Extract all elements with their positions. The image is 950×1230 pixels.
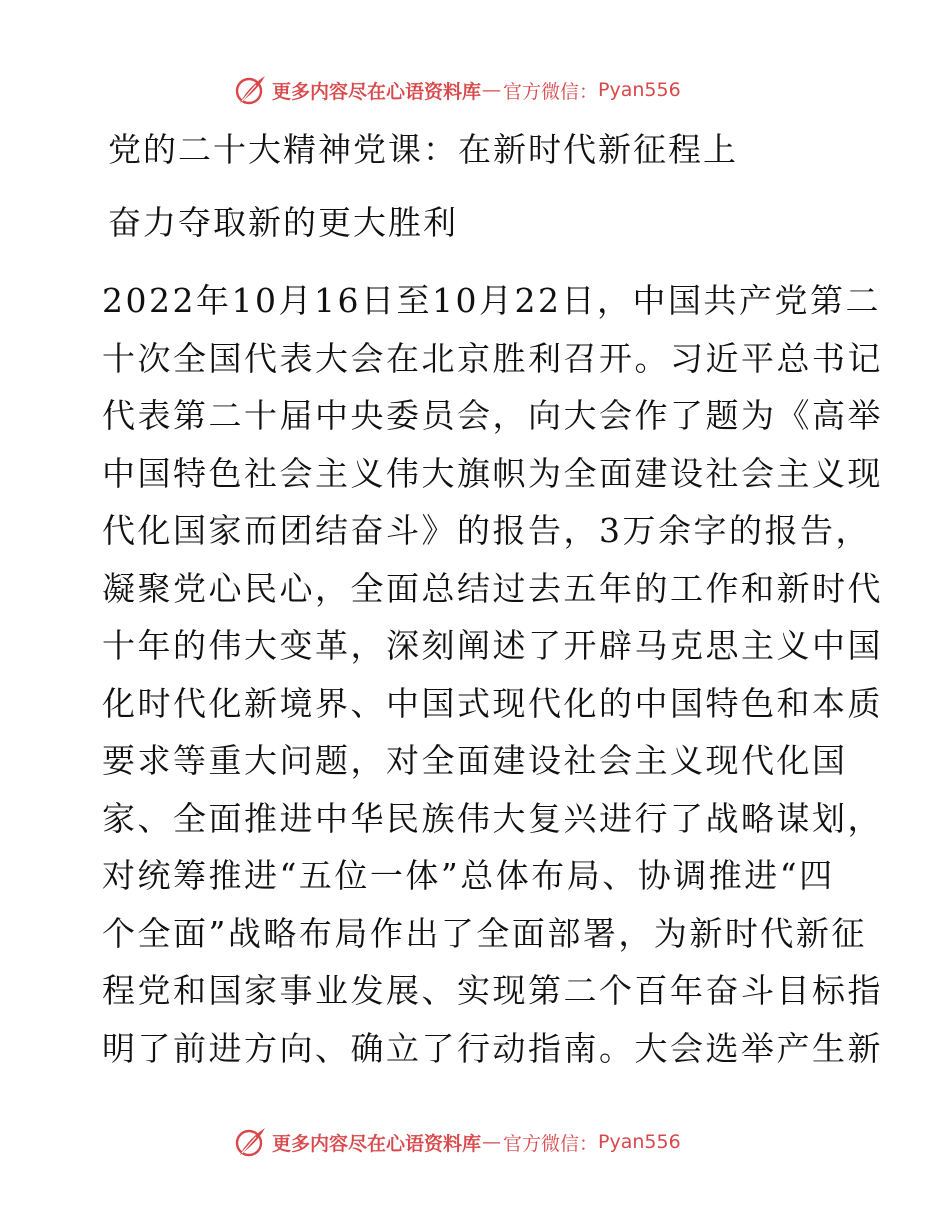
body-line: 代化国家而团结奋斗》的报告，3万余字的报告， bbox=[102, 511, 871, 550]
body-line: 要求等重大问题，对全面建设社会主义现代化国 bbox=[102, 741, 848, 780]
watermark-separator: — bbox=[482, 1131, 502, 1153]
body-line: 对统筹推进“五位一体”总体布局、协调推进“四 bbox=[102, 856, 835, 895]
body-line: 代表第二十届中央委员会，向大会作了题为《高举 bbox=[102, 396, 883, 435]
body-line: 中国特色社会主义伟大旗帜为全面建设社会主义现 bbox=[102, 453, 883, 493]
watermark-wechat-id: Pyan556 bbox=[598, 79, 681, 101]
watermark-wechat-id: Pyan556 bbox=[598, 1131, 681, 1153]
body-line: 明了前进方向、确立了行动指南。大会选举产生新 bbox=[102, 1028, 883, 1068]
quill-logo-icon bbox=[234, 73, 268, 107]
body-line: 十次全国代表大会在北京胜利召开。习近平总书记 bbox=[102, 338, 883, 378]
quill-logo-icon bbox=[234, 1125, 268, 1159]
document-body-paragraph bbox=[102, 272, 883, 1077]
watermark-wechat-label: 官方微信： bbox=[503, 1132, 599, 1155]
body-line: 2022年10月16日至10月22日，中国共产党第二 bbox=[102, 281, 881, 320]
watermark-header bbox=[234, 70, 681, 110]
watermark-separator: — bbox=[482, 79, 502, 101]
document-title-line-2: 奋力夺取新的更大胜利 bbox=[108, 203, 458, 242]
body-line: 个全面”战略布局作出了全面部署，为新时代新征 bbox=[102, 913, 867, 953]
body-line: 程党和国家事业发展、实现第二个百年奋斗目标指 bbox=[102, 971, 883, 1010]
watermark-site-text: 更多内容尽在心语资料库 bbox=[272, 1132, 482, 1155]
watermark-wechat-label: 官方微信： bbox=[503, 80, 599, 103]
body-line: 凝聚党心民心，全面总结过去五年的工作和新时代 bbox=[102, 568, 883, 608]
watermark-site-text: 更多内容尽在心语资料库 bbox=[272, 80, 482, 103]
body-line: 十年的伟大变革，深刻阐述了开辟马克思主义中国 bbox=[102, 626, 883, 665]
watermark-footer bbox=[234, 1122, 681, 1162]
document-title-line-1: 党的二十大精神党课：在新时代新征程上 bbox=[108, 130, 738, 169]
body-line: 家、全面推进中华民族伟大复兴进行了战略谋划， bbox=[102, 798, 883, 838]
body-line: 化时代化新境界、中国式现代化的中国特色和本质 bbox=[102, 683, 883, 723]
